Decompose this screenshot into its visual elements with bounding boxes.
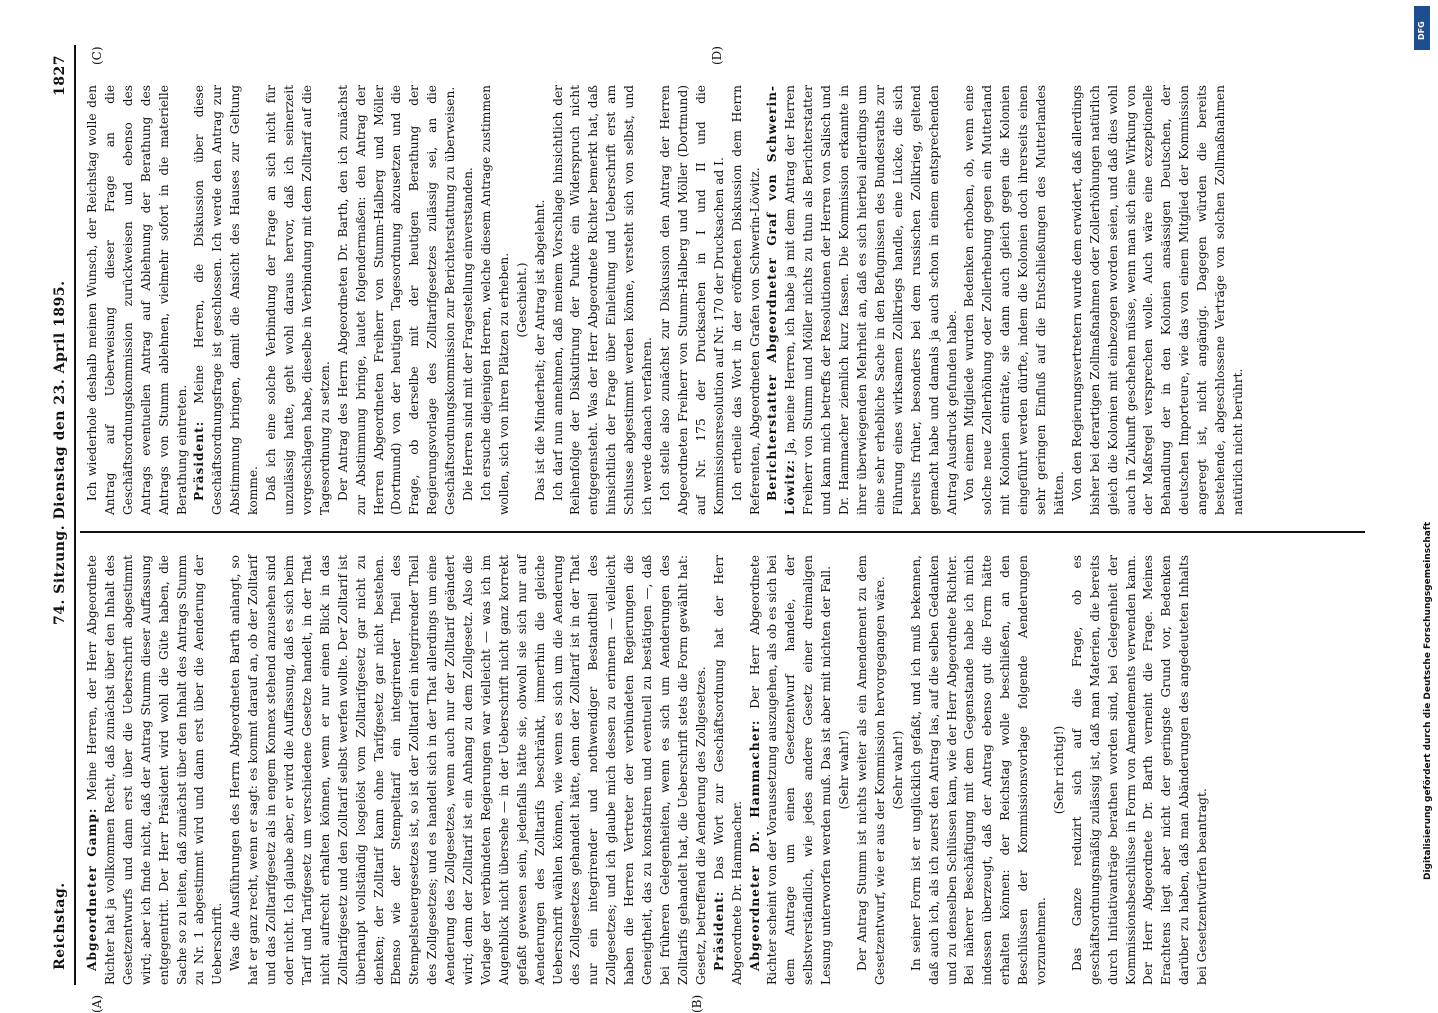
paragraph-text: Meine Herren, der Herr Abgeordnete Richter hat ja vollkommen Recht, daß zunächst über den Inhalt des Gesetzentwurfs und dann erst über die Ueberschrift abgestimmt wird; aber ich finde nicht, daß der Antrag Stumm dieser Auffassung entgegentritt. Der Herr Präsident wird wohl die Güte haben, die Sache so zu leiten, daß zunächst über den Inhalt des Antrags Stumm zu Nr. 1 abgestimmt wird und dann erst über die Aenderung der Ueberschrift. xyxy=(85,554,225,985)
paragraph xyxy=(711,555,747,985)
speaker-name: Abgeordneter Dr. Hammacher: xyxy=(747,719,762,971)
speaker-name: Präsident: xyxy=(711,890,726,971)
margin-marker-d: (D) xyxy=(710,46,724,65)
digitization-notice xyxy=(1418,70,1438,950)
paragraph xyxy=(729,85,765,515)
paragraph-text: Das ist die Minderheit; der Antrag ist abgelehnt. xyxy=(532,199,547,501)
paragraph xyxy=(1069,555,1212,985)
header-center: 74. Sitzung. Dienstag den 23. April 1895. xyxy=(52,280,68,625)
speaker-name: Berichterstatter Abgeordneter Graf von Schwerin-Löwitz: xyxy=(765,85,798,515)
paragraph xyxy=(747,555,837,985)
paragraph xyxy=(460,85,478,515)
paragraph xyxy=(908,555,1051,985)
paragraph xyxy=(961,85,1068,515)
interjection: (Sehr richtig!) xyxy=(1051,725,1066,815)
paragraph-text: In seiner Form ist er unglücklich gefaßt, und ich muß bekennen, daß auch ich, als ich zuerst den Antrag las, auf die selben Gedanken und zu denselben Schlüssen kam, wie der Herr Abgeordnete Richter. Bei näherer Beschäftigung mit dem Gegenstande habe ich mich indessen überzeugt, daß der Antrag ebenso gut die Form hätte erhalten können: der Reichstag wolle beschließen, an den Beschlüssen der Kommissionsvorlage folgende Aenderungen vorzunehmen. xyxy=(908,555,1049,985)
paragraph xyxy=(84,555,227,985)
paragraph xyxy=(84,85,191,515)
paragraph xyxy=(335,85,460,515)
paragraph-text: Das Ganze reduzirt sich auf die Frage, ob es geschäftsordnungsmäßig zulässig ist, daß man Materien, die bereits durch Initiativanträge berathen worden sind, bei Gelegenheit der Kommissionsbeschlüsse in Form von Amendements verwenden kann. Der Herr Abgeordnete Dr. Barth verneint die Frage. Meines Erachtens liegt aber nicht der geringste Grund vor, Bedenken darüber zu haben, daß man Abänderungen des angedeuteten Inhalts bei Gesetzentwürfen beantragt. xyxy=(1069,555,1210,985)
paragraph-text: Von den Regierungsvertretern wurde dem erwidert, daß allerdings bisher bei derartigen Zollmaßnahmen oder Zollerhöhungen natürlich gleich die Kolonien mit einbezogen worden seien, und daß dies wohl auch in Zukunft geschehen müsse, wenn man sich eine Wirkung von der Maßregel versprechen wolle. Auch wäre eine exzeptionelle Behandlung der in den Kolonien ansässigen Deutschen, der deutschen Importeure, wie das von einem Mitglied der Kommission angeregt ist, nicht angängig. Dagegen würden die bereits bestehende, abgeschlossene Verträge von solchen Zollmaßnahmen natürlich nicht berührt. xyxy=(1069,85,1245,515)
page-number: 1827 xyxy=(52,55,68,96)
paragraph-text: Daß ich eine solche Verbindung der Frage an sich nicht für unzulässig hatte, geht wohl daraus hervor, daß ich seinerzeit vorgeschlagen habe, dieselbe in Verbindung mit dem Zolltarif auf die Tagesordnung zu setzen. xyxy=(264,85,332,515)
margin-marker-a: (A) xyxy=(90,994,104,1013)
paragraph-text: Meine Herren, die Diskussion über diese Geschäftsordnungsfrage ist geschlossen. Ich werde den Antrag zur Abstimmung bringen, damit die Ansicht des Hauses zur Geltung komme. xyxy=(192,84,261,515)
interjection: (Sehr wahr!) xyxy=(837,730,852,810)
paragraph-text: Von einem Mitgliede wurden Bedenken erhoben, ob, wenn eine solche neue Zollerhöhung oder Zollerhebung gegen ein Mutterland mit Kolonien einträte, sie dann auch gleich gegen die Kolonien eingeführt werden dürfte, indem die Kolonien doch ihrerseits einen sehr geringen Einfluß auf die Entschließungen des Mutterlandes hätten. xyxy=(962,85,1066,515)
interjection: (Geschieht.) xyxy=(514,262,529,338)
margin-marker-c: (C) xyxy=(90,46,104,65)
margin-marker-b: (B) xyxy=(690,994,704,1013)
running-header xyxy=(50,45,72,985)
left-column xyxy=(84,555,1212,985)
paragraph xyxy=(191,85,263,515)
digitization-notice-text: Digitalisierung gefördert durch die Deutsche Forschungsgemeinschaft xyxy=(1423,521,1433,880)
paragraph-text: Ja, meine Herren, ich habe ja mit dem Antrag der Herren Freiherr von Stumm und Möller nichts zu thun als Berichterstatter und kann mich betreffs der Resolutionen der Herren von Salisch und Dr. Hammacher ziemlich kurz fassen. Die Kommission erkannte in ihrer überwiegenden Mehrheit an, daß es sich hierbei allerdings um eine sehr erhebliche Sache in den Befugnissen des Bundesraths zur Führung eines wirksamen Zollkriegs handle, eine Lücke, die sich bereits früher, besonders bei dem russischen Zollkrieg, geltend gemacht habe und damals ja auch schon in einem entsprechenden Antrag Ausdruck gefunden habe. xyxy=(783,84,959,515)
paragraph xyxy=(532,85,550,515)
paragraph-text: Der Herr Abgeordnete Richter scheint von der Voraussetzung auszugehen, als ob es sich bei dem Antrage um einen Gesetzentwurf handele, der selbstverständlich, wie jedes andere Gesetz einer dreimaligen Lesung unterworfen werden muß. Das ist aber mit nichten der Fall. xyxy=(747,554,834,985)
dfg-logo xyxy=(1414,6,1430,50)
header-rule xyxy=(74,45,76,985)
paragraph-text: Der Antrag Stumm ist nichts weiter als ein Amendement zu dem Gesetzentwurf, wie er aus der Kommission hervorgegangen wäre. xyxy=(854,555,887,985)
paragraph-text: Die Herren sind mit der Fragestellung einverstanden. xyxy=(461,167,476,501)
paragraph xyxy=(478,85,514,515)
paragraph xyxy=(764,85,961,515)
paragraph xyxy=(227,555,710,985)
paragraph-text: Ich ersuche diejenigen Herren, welche diesem Antrage zustimmen wollen, sich von ihren Plätzen zu erheben. xyxy=(478,85,511,515)
paragraph xyxy=(854,555,890,985)
rotated-page-content xyxy=(50,45,1400,1013)
paragraph-text: Ich ertheile das Wort in der eröffneten Diskussion dem Herrn Referenten, Abgeordneten Grafen von Schwerin-Löwitz. xyxy=(729,85,762,515)
paragraph-text: Ich darf nun annehmen, daß meinem Vorschlage hinsichtlich der Reihenfolge der Diskutirung der Punkte ein Widerspruch nicht entgegensteht. Was der Herr Abgeordnete Richter bemerkt hat, daß hinsichtlich der Frage über Einleitung und Ueberschrift erst am Schlusse abgestimmt werden könne, versteht sich von selbst, und ich werde danach verfahren. xyxy=(550,85,655,515)
paragraph-text: Ich stelle also zunächst zur Diskussion den Antrag der Herren Abgeordneten Freiherr von Stumm-Halberg und Möller (Dortmund) auf Nr. 175 der Drucksachen in I und II und die Kommissionsresolution auf Nr. 170 der Drucksachen ad I. xyxy=(658,85,726,515)
paragraph-text: Der Antrag des Herrn Abgeordneten Dr. Barth, den ich zunächst zur Abstimmung bringe, lautet folgendermaßen: den Antrag der Herren Abgeordneten Freiherr von Stumm-Halberg und Möller (Dortmund) von der heutigen Tagesordnung abzusetzen und die Frage, ob derselbe mit der heutigen Berathung der Regierungsvorlage des Zolltarifgesetzes zulässig sei, an die Geschäftsordnungskommission zur Berichterstattung zu überweisen. xyxy=(335,85,458,515)
header-left: Reichstag. xyxy=(52,882,68,970)
paragraph-text: Was die Ausführungen des Herrn Abgeordneten Barth anlangt, so hat er ganz recht, wenn er sagt: es kommt darauf an, ob der Zolltarif und das Zolltarifgesetz als in engem Konnex stehend anzusehen sind oder nicht. Ich glaube aber, er wird die Auffassung, daß es sich beim Tarif und Tarifgesetz um verschiedene Gesetze handelt, in der That nicht aufrecht erhalten können, wenn er nur einen Blick in das Zolltarifgesetz und den Zolltarif selbst werfen wollte. Der Zolltarif ist überhaupt vollständig losgelöst vom Zolltarifgesetz gar nicht zu denken; der Zolltarif kann ohne Tarifgesetz gar nicht bestehen. Ebenso wie der Stempeltarif ein integrirender Theil des Stempelsteuergesetzes ist, so ist der Zolltarif ein integrirender Theil des Zollgesetzes; und es handelt sich in der That allerdings um eine Aenderung des Zollgesetzes, wenn auch nur der Zolltarif geändert wird; denn der Zolltarif ist ein Anhang zu dem Zollgesetz. Also die Vorlage der verbündeten Regierungen war vielleicht — was ich im Augenblick nicht übersehe — in der Ueberschrift nicht ganz korrekt gefaßt gewesen sein, jedenfalls hätte sie, obwohl sie sich nur auf Aenderungen des Zolltarifs beschränkt, immerhin die gleiche Ueberschrift wählen können, wie wenn es sich um die Aenderung des Zollgesetzes gehandelt hätte, denn der Zolltarif ist in der That nur ein integrirender und nothwendiger Bestandtheil des Zollgesetzes; und ich glaube mich dessen zu erinnern — vielleicht haben die Herren Vertreter der verbündeten Regierungen die Geneigtheit, das zu konstatiren und eventuell zu bestätigen —, daß bei früheren Gelegenheiten, wenn es sich um Aenderungen des Zolltarifs gehandelt hat, die Ueberschrift stets die Form gewählt hat: Gesetz, betreffend die Aenderung des Zollgesetzes. xyxy=(228,555,708,985)
paragraph xyxy=(1069,85,1248,515)
paragraph-text: Ich wiederhole deshalb meinen Wunsch, der Reichstag wolle den Antrag auf Ueberweisung dieser Frage an die Geschäftsordnungskommission zurückweisen und ebenso des Antrags eventuellen Antrag auf Ablehnung der Berathung des Antrags von Stumm ablehnen, vielmehr sofort in die materielle Berathung eintreten. xyxy=(85,85,189,515)
interjection: (Sehr wahr!) xyxy=(890,730,905,810)
column-divider xyxy=(80,531,1365,533)
speaker-name: Abgeordneter Gamp: xyxy=(85,807,99,971)
speaker-name: Präsident: xyxy=(192,420,207,501)
paragraph xyxy=(657,85,729,515)
dfg-logo-text: DFG xyxy=(1417,21,1426,40)
paragraph-text: Das Wort zur Geschäftsordnung hat der Herr Abgeordnete Dr. Hammacher. xyxy=(711,554,744,985)
right-column xyxy=(84,85,1248,515)
paragraph xyxy=(263,85,335,515)
paragraph xyxy=(550,85,657,515)
